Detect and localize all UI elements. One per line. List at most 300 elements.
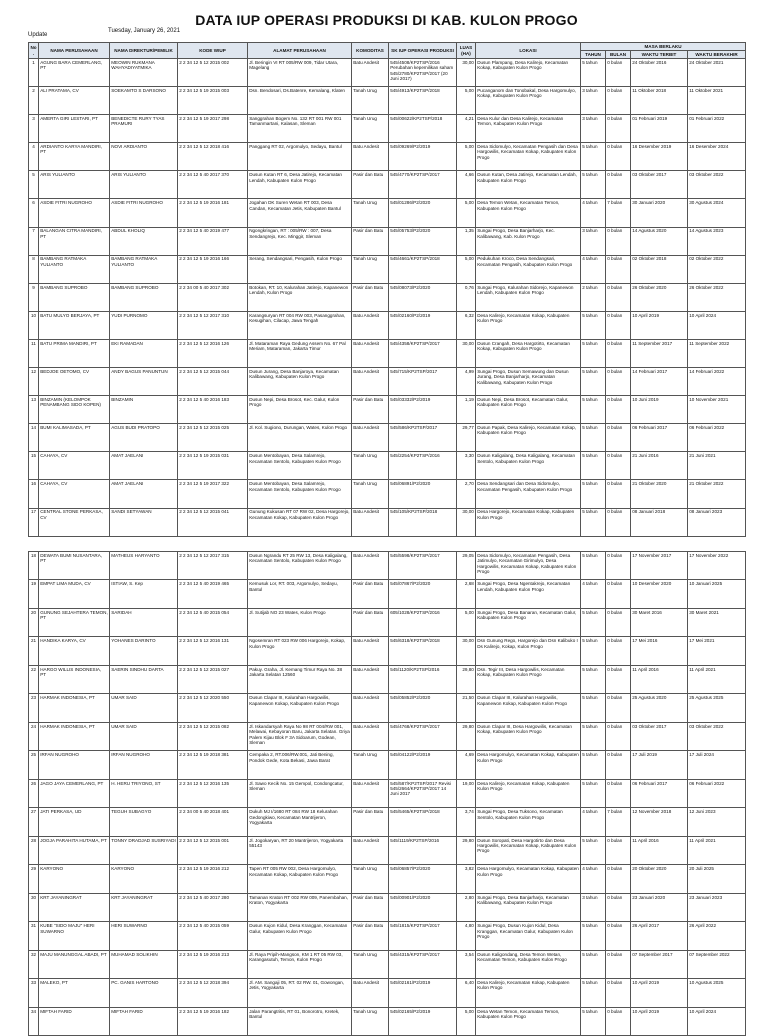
cell-alamat: Jl. Raya Pripih-Mangson, KM 1 RT 05 RW 03, Karangasutuh, Temon, Kulon Progo [248,950,352,978]
cell-luas: 5,00 [457,87,476,115]
document-page-1 [28,8,745,537]
cell-sk-iup: 605/1028/KP2TSP/2016 [389,608,457,636]
cell-nama-perusahaan: ASDIE FITRI NUGROHO [39,199,110,227]
cell-nama-perusahaan: JAGO JAYA CEMERLANG, PT [39,779,110,807]
cell-no: 21 [29,637,39,665]
cell-komoditas: Tanah Urug [352,115,389,143]
table-row [29,199,746,227]
cell-bulan: 0 bulan [606,608,631,636]
cell-waktu-berakhir: 26 Oktober 2022 [688,283,746,311]
cell-luas: 2,70 [457,480,476,508]
cell-direktur: ISTIAW, S. Kep [110,580,178,608]
cell-alamat: Dsn. Bendosari, Ds.Batenre, Kemalang, Klaten [248,87,352,115]
cell-sk-iup: 545/4768/KP2TSP/2017 [389,722,457,750]
cell-bulan: 0 bulan [606,865,631,893]
header-kode: KODE WIUP [178,43,248,59]
cell-bulan: 0 bulan [606,311,631,339]
cell-bulan: 0 bulan [606,552,631,580]
cell-kode-wiup: 2 2 34 12 5 40 2017 280 [178,893,248,921]
cell-waktu-berakhir: 30 Maret 2021 [688,608,746,636]
cell-nama-perusahaan: GUNUNG SEJAHTERA TEMON, PT [39,608,110,636]
cell-sk-iup: 545/07867/P2/2020 [389,580,457,608]
cell-sk-iup: 545/00622/KP2TSP/2018 [389,115,457,143]
cell-komoditas: Pasir dan Batu [352,283,389,311]
cell-waktu-terbit: 17 Mei 2016 [631,637,688,665]
cell-waktu-terbit: 10 April 2019 [631,311,688,339]
cell-bulan: 7 bulan [606,199,631,227]
cell-alamat: Jl. Sawo Kecik No. 15 Gempol, Condongcatur, Sleman [248,779,352,807]
cell-sk-iup: 545/09269/P2/2019 [389,143,457,171]
header-nama: NAMA PERUSAHAAN [39,43,110,59]
cell-kode-wiup: 2 2 34 12 5 12 2016 126 [178,339,248,367]
cell-kode-wiup: 2 2 34 12 5 12 2018 394 [178,979,248,1007]
cell-lokasi: Sungai Progo, Desa Banjarharjo, Kec. Kalibawang, Kab. Kulon Progo [476,227,581,255]
cell-tahun: 5 tahun [581,637,606,665]
cell-kode-wiup: 2 2 34 12 5 19 2016 166 [178,255,248,283]
cell-luas: 29,77 [457,424,476,452]
cell-sk-iup: 545/4508/KP2TSP/2016 Perubahan kepemilikan saham 545/2780/KP2TSP/2017 (20 Juni 2017) [389,59,457,87]
header-alamat: ALAMAT PERUSAHAAN [248,43,352,59]
cell-alamat: Dusun Nepi, Desa Brosot, Kec. Galur, Kulon Progo [248,396,352,424]
cell-waktu-berakhir: 14 Agustus 2023 [688,227,746,255]
cell-no: 5 [29,171,39,199]
cell-no: 19 [29,580,39,608]
cell-waktu-berakhir: 17 Juli 2024 [688,751,746,779]
cell-waktu-berakhir: 20 Juli 2025 [688,865,746,893]
cell-kode-wiup: 2 2 34 12 5 40 2015 054 [178,608,248,636]
table-row [29,836,746,864]
cell-bulan: 0 bulan [606,227,631,255]
cell-komoditas: Tanah Urug [352,87,389,115]
cell-alamat: Ngongkringan, RT : 005/RW : 007, Desa Sendangrejo, Kec. Minggir, Sleman [248,227,352,255]
cell-waktu-berakhir: 11 April 2021 [688,665,746,693]
cell-alamat: Kemusuk Lor, RT. 003, Argomulyo, Sedayu, Bantul [248,580,352,608]
cell-tahun: 4 tahun [581,255,606,283]
document-page-2 [28,551,745,1036]
cell-waktu-berakhir: 01 Februari 2022 [688,115,746,143]
cell-komoditas: Tanah Urug [352,751,389,779]
cell-waktu-terbit: 02 Oktober 2018 [631,255,688,283]
table-row [29,508,746,536]
cell-direktur: EKI RAMADAN [110,339,178,367]
cell-tahun: 5 tahun [581,311,606,339]
cell-luas: 30,00 [457,59,476,87]
table-row [29,59,746,87]
cell-nama-perusahaan: IRFAN NUGROHO [39,751,110,779]
cell-waktu-terbit: 21 Oktober 2020 [631,480,688,508]
cell-waktu-terbit: 10 April 2019 [631,979,688,1007]
cell-nama-perusahaan: CAHAYA, CV [39,452,110,480]
cell-nama-perusahaan: ALI PRATAMA, CV [39,87,110,115]
cell-komoditas: Pasir dan Batu [352,608,389,636]
cell-kode-wiup: 2 2 34 12 5 12 2015 027 [178,665,248,693]
cell-komoditas: Batu Andesit [352,637,389,665]
cell-tahun: 4 tahun [581,580,606,608]
cell-tahun: 5 tahun [581,779,606,807]
cell-kode-wiup: 2 2 34 12 5 12 2015 044 [178,368,248,396]
cell-waktu-berakhir: 12 Juni 2023 [688,808,746,836]
update-date: Tuesday, January 26, 2021 [108,28,181,34]
cell-bulan: 0 bulan [606,508,631,536]
cell-tahun: 5 tahun [581,143,606,171]
cell-kode-wiup: 2 2 34 12 5 19 2015 031 [178,452,248,480]
cell-luas: 3,82 [457,865,476,893]
cell-nama-perusahaan: ARDIANTO KARYA MANDIRI, PT [39,143,110,171]
cell-sk-iup: 545/4661/KP2TSP/2018 [389,255,457,283]
cell-direktur: SOEKAMTO S DARSONO [110,87,178,115]
cell-alamat: Pakuy. Graha, Jl. Kemang Timur Raya No. 38 Jakarta Selatan 12560 [248,665,352,693]
cell-no: 7 [29,227,39,255]
cell-bulan: 0 bulan [606,637,631,665]
cell-no: 27 [29,808,39,836]
cell-lokasi: Dusun Plampang, Desa Kalirejo, Kecamatan Kokap, Kabupaten Kulon Progo [476,59,581,87]
cell-no: 8 [29,255,39,283]
cell-sk-iup: 545/02161/P2/2019 [389,979,457,1007]
header-direktur: NAMA DIREKTUR/PEMILIK [110,43,178,59]
cell-no: 25 [29,751,39,779]
cell-alamat: Botokan, RT. 10, Kalurahan Jatirejo, Kapanewon Lendah, Kulon Progo [248,283,352,311]
cell-komoditas: Batu Andesit [352,339,389,367]
table-row [29,452,746,480]
cell-bulan: 0 bulan [606,950,631,978]
table-row [29,424,746,452]
iup-table-page-1 [28,42,746,537]
cell-tahun: 5 tahun [581,480,606,508]
cell-direktur: UMAR SAID [110,722,178,750]
cell-nama-perusahaan: CENTRAL STONE PERKASA, CV [39,508,110,536]
cell-komoditas: Pasir dan Batu [352,808,389,836]
cell-komoditas: Batu Andesit [352,508,389,536]
cell-alamat: Dukuh MJ I/1680 RT 084 RW 18 Kelurahan Gedongkiwo, Kecamatan Mantrijeron, Yogyakarta [248,808,352,836]
header-tahun: TAHUN [581,51,606,59]
cell-tahun: 5 tahun [581,368,606,396]
cell-bulan: 0 bulan [606,751,631,779]
cell-sk-iup: 545/586/KP2TSP/2017 [389,424,457,452]
cell-kode-wiup: 2 2 34 12 5 19 2017 298 [178,115,248,143]
cell-alamat: Tamanan Kraton RT 002 RW 009, Panembahan, Kraton, Yogyakarta [248,893,352,921]
table-row [29,979,746,1007]
cell-lokasi: Sungai Progo, Desa Banjarharjo, Kecamatan Kalibawang, Kabupaten Kulon Progo [476,893,581,921]
cell-waktu-berakhir: 21 Oktober 2022 [688,480,746,508]
cell-tahun: 3 tahun [581,227,606,255]
update-row [28,28,745,42]
cell-no: 9 [29,283,39,311]
cell-nama-perusahaan: AGUNG BARA CEMERLANG, PT [39,59,110,87]
cell-bulan: 0 bulan [606,171,631,199]
cell-tahun: 5 tahun [581,836,606,864]
cell-waktu-berakhir: 06 Februari 2022 [688,779,746,807]
cell-luas: 29,80 [457,722,476,750]
cell-direktur: ANDY BAGUS PANUNTUN [110,368,178,396]
cell-nama-perusahaan: JOGJA PARAHITA HUTAMA, PT [39,836,110,864]
cell-kode-wiup: 2 2 34 12 5 19 2016 212 [178,865,248,893]
table-row [29,950,746,978]
cell-waktu-berakhir: 08 Januari 2023 [688,508,746,536]
cell-waktu-berakhir: 06 Februari 2022 [688,424,746,452]
cell-waktu-berakhir: 11 September 2022 [688,339,746,367]
cell-komoditas: Pasir dan Batu [352,227,389,255]
cell-direktur: ASDIE FITRI NUGROHO [110,199,178,227]
cell-komoditas: Batu Andesit [352,368,389,396]
cell-lokasi: Desa Hargorejo, Kecamatan Kokap, Kabupaten Kulon Progo [476,508,581,536]
cell-waktu-berakhir: 10 April 2024 [688,311,746,339]
cell-waktu-terbit: 03 Oktober 2017 [631,171,688,199]
cell-komoditas: Pasir dan Batu [352,396,389,424]
cell-alamat: Dusun Jurang, Desa Banjaroya, Kecamatan Kalibawang, Kabupaten Kulon Progo [248,368,352,396]
cell-tahun: 5 tahun [581,339,606,367]
cell-tahun: 5 tahun [581,1007,606,1035]
cell-waktu-berakhir: 14 Februari 2022 [688,368,746,396]
header-no: No. [29,43,39,59]
iup-table-page-2 [28,551,746,1036]
cell-sk-iup: 545/2254/KP2TSP/2016 [389,452,457,480]
cell-waktu-berakhir: 30 Agustus 2024 [688,199,746,227]
cell-kode-wiup: 2 2 34 12 5 12 2016 135 [178,779,248,807]
cell-no: 20 [29,608,39,636]
cell-alamat: Jl. Iskandarsyah Raya No 98 RT 004/RW 001, Melawai, Kebayoran Baru, Jakarta Selatan. Griya Palem Kijau Blok F 3A Sidoarum, Godean, Sleman [248,722,352,750]
header-lokasi: LOKASI [476,43,581,59]
cell-waktu-terbit: 06 Februari 2017 [631,779,688,807]
cell-kode-wiup: 2 2 34 12 5 12 2017 315 [178,552,248,580]
cell-komoditas: Batu Andesit [352,59,389,87]
cell-lokasi: Desa Kulur dan Desa Kalirejo, Kecamatan Temon, Kabupaten Kulon Progo [476,115,581,143]
table-row [29,283,746,311]
cell-waktu-terbit: 17 November 2017 [631,552,688,580]
cell-waktu-terbit: 11 September 2017 [631,339,688,367]
cell-waktu-berakhir: 10 Agustus 2025 [688,979,746,1007]
table-row [29,171,746,199]
cell-tahun: 4 tahun [581,199,606,227]
cell-alamat: Karangsuryan RT 004 RW 003, Pasanggrahan, Kesugihan, Cilacap, Jawa Tengah [248,311,352,339]
cell-waktu-terbit: 25 Agustus 2020 [631,694,688,722]
cell-kode-wiup: 2 2 34 12 5 19 2016 181 [178,199,248,227]
table-body-page-1 [29,59,746,537]
cell-waktu-berakhir: 23 Januari 2023 [688,893,746,921]
cell-sk-iup: 545/587/KP2TSP/2017 Revisi 545/2664/KP2TSP/2017 14 Juni 2017 [389,779,457,807]
cell-waktu-terbit: 17 Juli 2019 [631,751,688,779]
cell-sk-iup: 545/00901/P2/2020 [389,893,457,921]
cell-direktur: HERI SUWARNO [110,922,178,950]
table-row [29,722,746,750]
table-row [29,255,746,283]
cell-luas: 21,50 [457,694,476,722]
cell-luas: 4,21 [457,115,476,143]
cell-bulan: 0 bulan [606,396,631,424]
cell-komoditas: Tanah Urug [352,1007,389,1035]
cell-tahun: 3 tahun [581,87,606,115]
table-row [29,893,746,921]
cell-tahun: 3 tahun [581,115,606,143]
table-row [29,339,746,367]
cell-kode-wiup: 2 2 34 12 5 19 2016 182 [178,1007,248,1035]
cell-kode-wiup: 2 2 34 00 5 40 2017 302 [178,283,248,311]
cell-waktu-terbit: 30 Januari 2020 [631,199,688,227]
cell-komoditas: Batu Andesit [352,424,389,452]
cell-sk-iup: 545/5465/KP2TSP/2018 [389,808,457,836]
cell-luas: 3,54 [457,950,476,978]
cell-komoditas: Tanah Urug [352,255,389,283]
cell-no: 4 [29,143,39,171]
cell-kode-wiup: 2 2 34 12 5 19 2018 381 [178,751,248,779]
cell-waktu-berakhir: 11 Oktober 2021 [688,87,746,115]
table-row [29,608,746,636]
cell-nama-perusahaan: MAJU MANUNGGAL ABADI, PT [39,950,110,978]
cell-sk-iup: 545/4358/KP2TSP/2017 [389,339,457,367]
table-row [29,580,746,608]
cell-kode-wiup: 2 2 34 12 5 12 2017 310 [178,311,248,339]
table-row [29,865,746,893]
cell-kode-wiup: 2 2 34 12 5 12 2020 550 [178,694,248,722]
cell-alamat: Dusun Ngrandu RT 25 RW 13, Desa Kaligalang, Kecamatan Sentolo, Kabupaten Kulon Progo [248,552,352,580]
cell-direktur: YUDI PURNOMO [110,311,178,339]
cell-no: 28 [29,836,39,864]
cell-lokasi: Sungai Progo, Kalurahan Sidorejo, Kapanewon Lendah, Kabupaten Kulon Progo [476,283,581,311]
table-row [29,368,746,396]
cell-sk-iup: 545/04122/P2/2019 [389,751,457,779]
cell-tahun: 5 tahun [581,396,606,424]
cell-waktu-terbit: 30 Maret 2016 [631,608,688,636]
cell-waktu-berakhir: 26 April 2022 [688,922,746,950]
cell-luas: 5,00 [457,143,476,171]
cell-bulan: 0 bulan [606,59,631,87]
cell-nama-perusahaan: JATI PERKASA, UD [39,808,110,836]
cell-alamat: Panggang RT 02, Argomulyo, Sedayu, Bantul [248,143,352,171]
cell-alamat: Jalan Parangtritis, RT 01, Bonorotro, Kretek, Bantul [248,1007,352,1035]
cell-alamat: Jl. Jogokaryan, RT 20 Mantrijeron, Yogyakarta 55143 [248,836,352,864]
table-row [29,779,746,807]
table-row [29,143,746,171]
cell-lokasi: Sungai Progo, Desa Banaran, Kecamatan Galur, Kabupaten Kulon Progo [476,608,581,636]
cell-lokasi: Sungai Progo, Desa Tuksono, Kecamatan Sentolo, Kabupaten Kulon Progo [476,808,581,836]
cell-luas: 6,32 [457,311,476,339]
cell-direktur: MIFTAH FARID [110,1007,178,1035]
cell-nama-perusahaan: MALEKO, PT [39,979,110,1007]
cell-komoditas: Pasir dan Batu [352,580,389,608]
cell-alamat: Ngosemran RT 023 RW 006 Hargorejo, Kokap, Kulon Progo [248,637,352,665]
cell-alamat: Sanggrahan Bogem No. 132 RT 001 RW 001 Tamanmartani, Kalasan, Sleman [248,115,352,143]
table-row [29,751,746,779]
header-komoditas: KOMODITAS [352,43,389,59]
cell-lokasi: Desa Kalirejo, Kecamatan Kokap, Kabupaten Kulon Progo [476,311,581,339]
cell-nama-perusahaan: KUBE "SIDO MAJU" HERI SUWARNO [39,922,110,950]
cell-direktur: MEOWIN RUKMANA WAHYADIYATMIKA [110,59,178,87]
cell-waktu-terbit: 03 Oktober 2017 [631,722,688,750]
cell-tahun: 5 tahun [581,751,606,779]
cell-waktu-berakhir: 10 November 2021 [688,396,746,424]
cell-luas: 2,68 [457,580,476,608]
cell-nama-perusahaan: HARMAK INDONESIA, PT [39,694,110,722]
cell-direktur: UMAR SAID [110,694,178,722]
cell-direktur: AMAT JAELANI [110,452,178,480]
cell-nama-perusahaan: KRT JAYANINGRAT [39,893,110,921]
cell-komoditas: Tanah Urug [352,199,389,227]
cell-alamat: Dusun Kujon Kidul, Desa Kranggan, Kecamatan Galur, Kabupaten Kulon Progo [248,922,352,950]
cell-kode-wiup: 2 2 34 12 5 12 2015 002 [178,59,248,87]
header-terbit: WAKTU TERBIT [631,51,688,59]
table-row [29,1007,746,1035]
table-row [29,396,746,424]
cell-sk-iup: 545/105/KP2TSP/2018 [389,508,457,536]
cell-tahun: 3 tahun [581,893,606,921]
cell-sk-iup: 545/1815/KP2TSP/2017 [389,922,457,950]
cell-waktu-terbit: 10 Juni 2019 [631,396,688,424]
cell-nama-perusahaan: CAHAYA, CV [39,480,110,508]
cell-sk-iup: 545/02165/P2/2019 [389,1007,457,1035]
cell-direktur: BAMBANG SUPROBO [110,283,178,311]
cell-nama-perusahaan: BUMI KALIMASADA, PT [39,424,110,452]
cell-direktur: SARIDAH [110,608,178,636]
cell-no: 1 [29,59,39,87]
cell-no: 26 [29,779,39,807]
cell-lokasi: Dusun Crangah, Desa Hargotirto, Kecamatan Kokap, Kabupaten Kulon Progo [476,339,581,367]
cell-luas: 4,69 [457,751,476,779]
cell-bulan: 0 bulan [606,283,631,311]
cell-tahun: 5 tahun [581,608,606,636]
table-row [29,922,746,950]
cell-direktur: AGUS BUDI PRATOPO [110,424,178,452]
cell-waktu-terbit: 12 November 2018 [631,808,688,836]
cell-lokasi: Dusun Nepi, Desa Brosot, Kecamatan Galur, Kabupaten Kulon Progo [476,396,581,424]
cell-nama-perusahaan: BAMBANG RATMAKA YULIANTO [39,255,110,283]
cell-bulan: 0 bulan [606,580,631,608]
cell-waktu-terbit: 16 Desember 2019 [631,143,688,171]
cell-luas: 1,19 [457,396,476,424]
cell-luas: 30,00 [457,508,476,536]
table-row [29,87,746,115]
cell-bulan: 7 bulan [606,808,631,836]
cell-lokasi: Sungai Progo, Desa Ngentakrejo, Kecamatan Lendah, Kabupaten Kulon Progo [476,580,581,608]
cell-kode-wiup: 2 2 34 12 5 12 2018 416 [178,143,248,171]
cell-alamat: Tapen RT 005 RW 002, Desa Hargomulyo, Kecamatan Kokap, Kabupaten Kulon Progo [248,865,352,893]
header-berakhir: WAKTU BERAKHIR [688,51,746,59]
cell-direktur: BINZAMIN [110,396,178,424]
table-body-page-2 [29,552,746,1036]
table-row [29,808,746,836]
cell-no: 29 [29,865,39,893]
cell-kode-wiup: 2 2 34 12 5 40 2016 183 [178,396,248,424]
cell-tahun: 5 tahun [581,922,606,950]
cell-waktu-berakhir: 24 Oktober 2021 [688,59,746,87]
cell-direktur: ARIS YULIANTO [110,171,178,199]
cell-sk-iup: 545/4913/KP2TSP/2018 [389,87,457,115]
cell-nama-perusahaan: HANDIKA KARYA, CV [39,637,110,665]
cell-nama-perusahaan: BINZAMIN (KELOMPOK PENAMBANG SIDO KOPEN) [39,396,110,424]
cell-luas: 5,00 [457,199,476,227]
cell-nama-perusahaan: ARIS YULIANTO [39,171,110,199]
cell-luas: 29,05 [457,552,476,580]
cell-bulan: 0 bulan [606,779,631,807]
cell-bulan: 0 bulan [606,922,631,950]
cell-tahun: 5 tahun [581,979,606,1007]
cell-kode-wiup: 2 2 34 12 5 12 2016 131 [178,637,248,665]
cell-tahun: 5 tahun [581,694,606,722]
cell-bulan: 0 bulan [606,452,631,480]
cell-nama-perusahaan: BATU MULYO BERJAYA, PT [39,311,110,339]
cell-luas: 5,00 [457,608,476,636]
cell-waktu-terbit: 14 Februari 2017 [631,368,688,396]
cell-sk-iup: 545/06891/P2/2020 [389,480,457,508]
cell-lokasi: Dusun Kaligondang, Desa Temon Wetan, Kecamatan Temon, Kabupaten Kulon Progo [476,950,581,978]
cell-no: 13 [29,396,39,424]
cell-direktur: BENEDICTE RURY TYAS PRAMURI [110,115,178,143]
cell-no: 10 [29,311,39,339]
cell-komoditas: Batu Andesit [352,143,389,171]
table-row [29,311,746,339]
cell-nama-perusahaan: BATU PRIMA MANDIRI, PT [39,339,110,367]
cell-lokasi: Desa Temon Wetan, Kecamatan Temon, Kabupaten Kulon Progo [476,199,581,227]
cell-waktu-berakhir: 17 November 2022 [688,552,746,580]
cell-no: 6 [29,199,39,227]
